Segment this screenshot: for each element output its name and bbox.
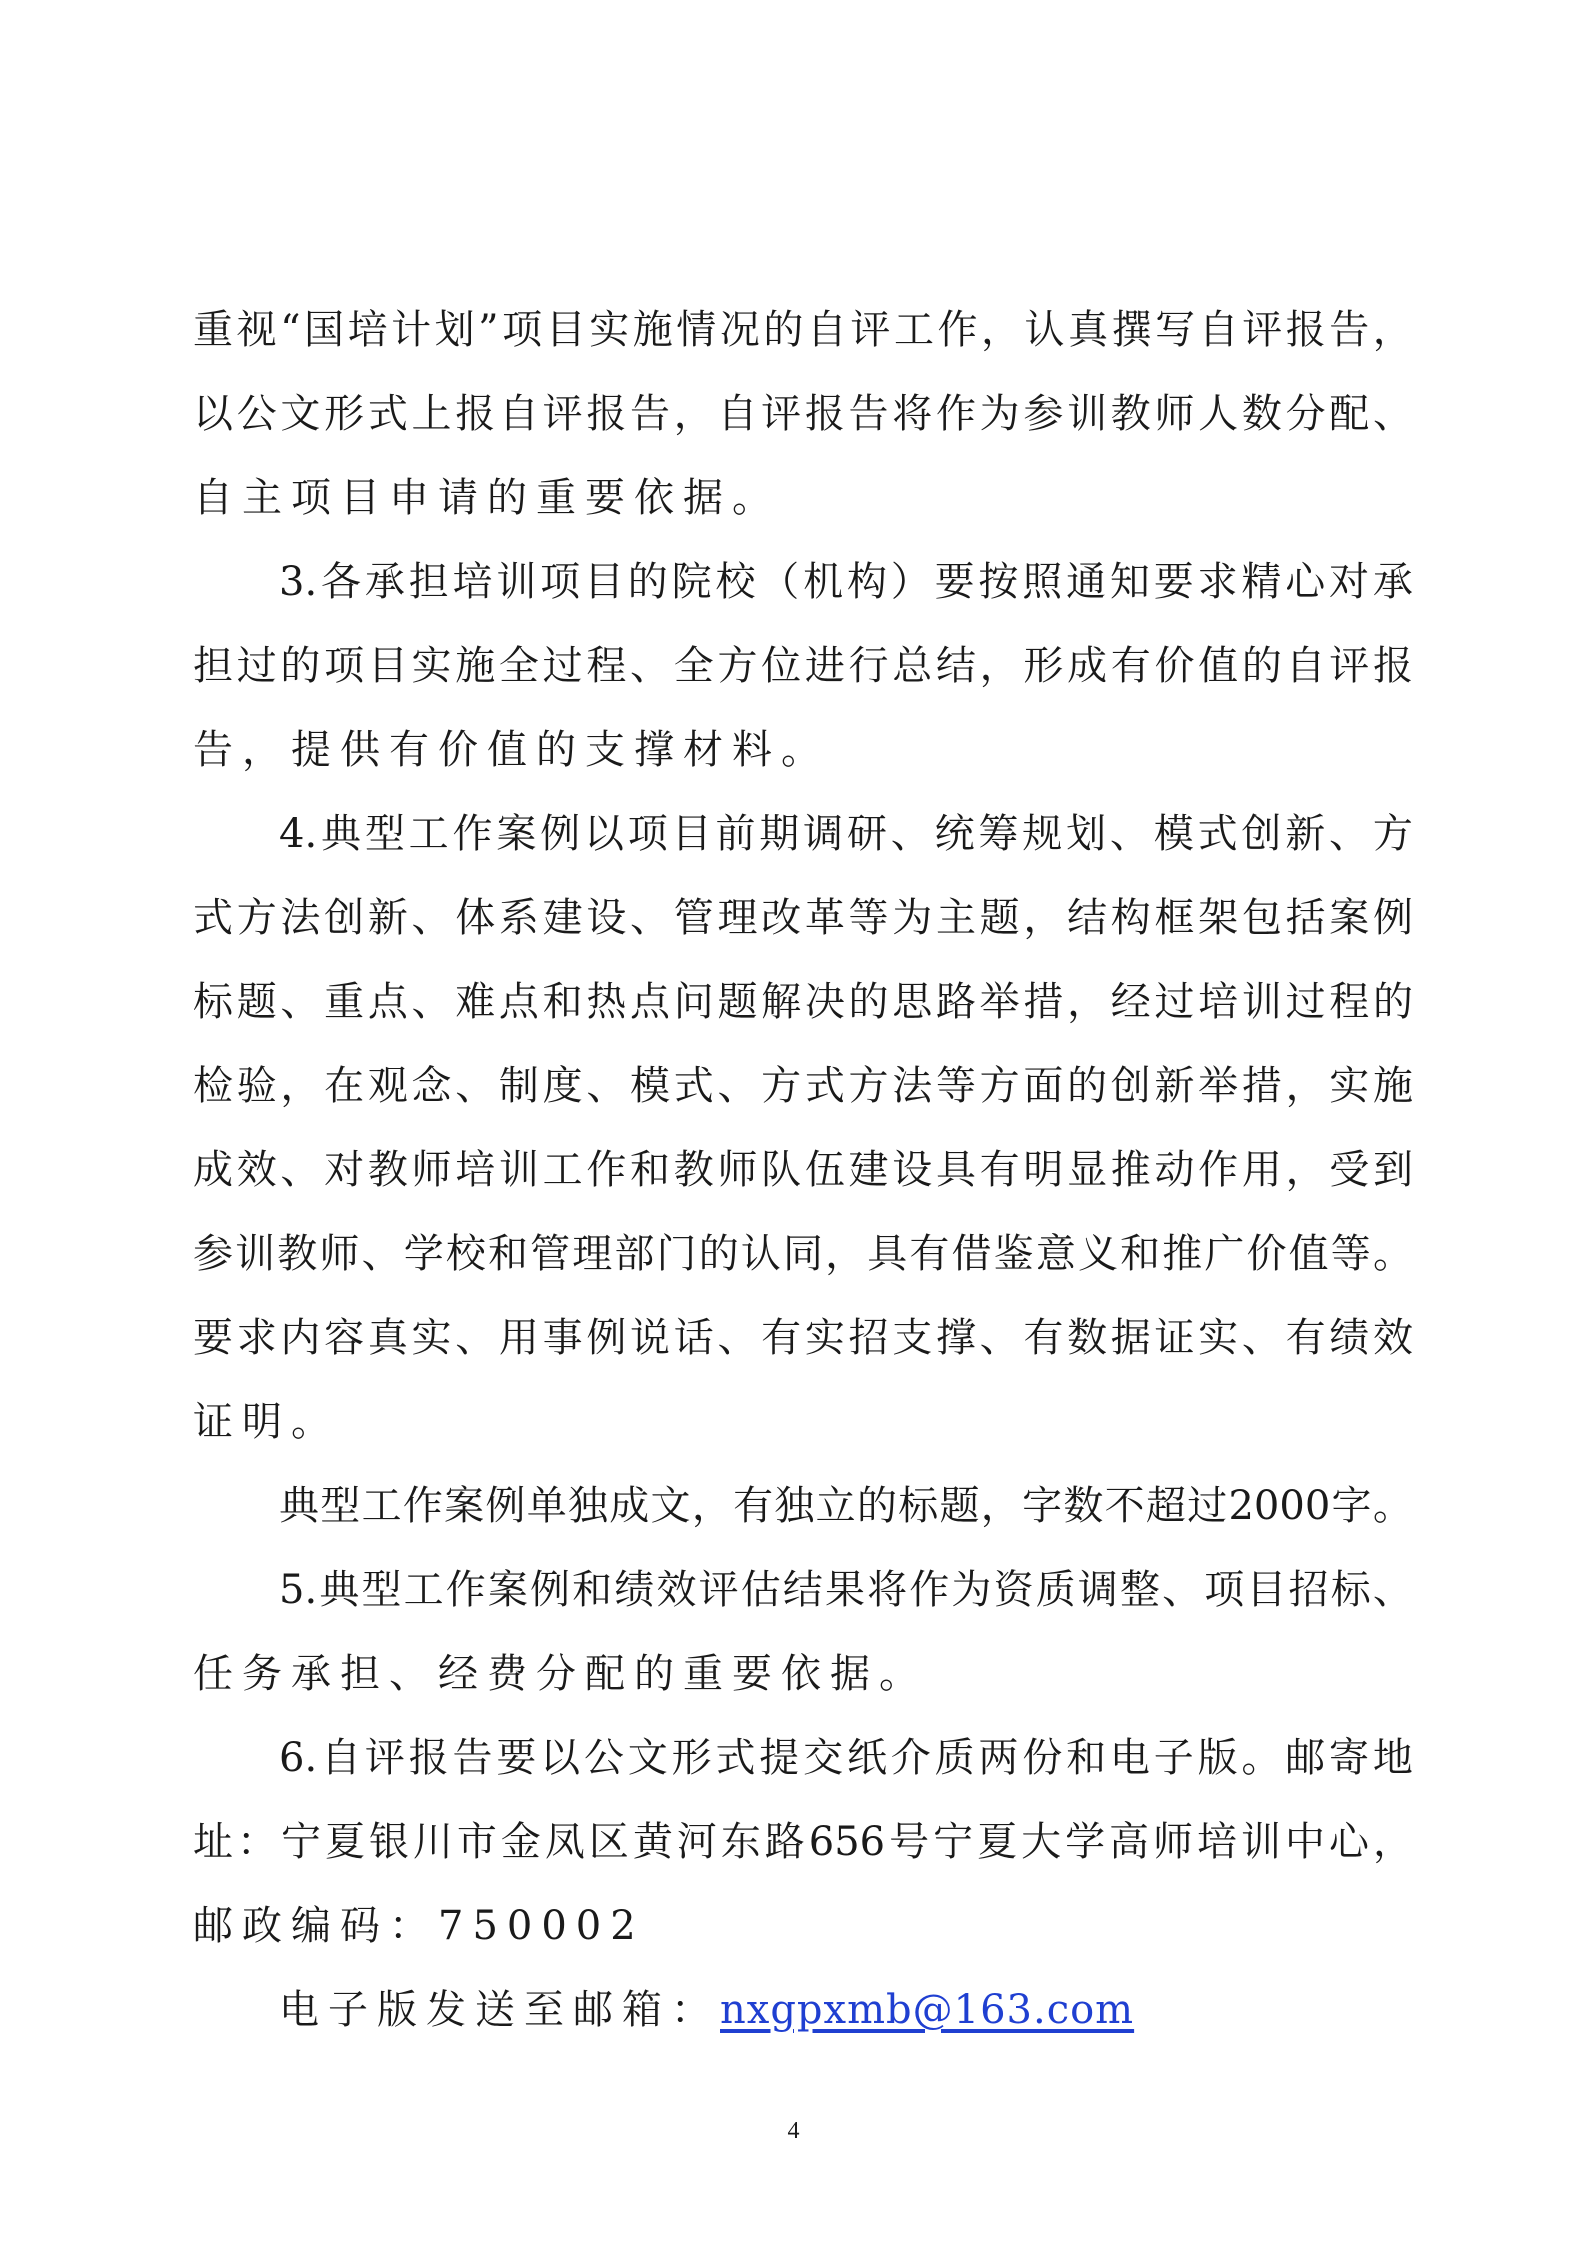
paragraph-line: 6. 自 评 报 告 要 以 公 文 形 式 提 交 纸 介 质 两 份 和 电 子 版 。 邮 寄 地 bbox=[279, 1735, 1413, 1781]
body-text bbox=[193, 288, 1413, 2052]
paragraph-line: 重 视 “ 国 培 计 划 ” 项 目 实 施 情 况 的 自 评 工 作 ， 认 真 撰 写 自 评 报 告 ， bbox=[193, 307, 1413, 353]
paragraph-line: 担 过 的 项 目 实 施 全 过 程 、 全 方 位 进 行 总 结 ， 形 成 有 价 值 的 自 评 报 bbox=[193, 643, 1413, 689]
email-label: 电子版发送至邮箱： bbox=[279, 1987, 720, 2033]
paragraph-line: 告，提供有价值的支撑材料。 bbox=[193, 727, 830, 773]
email-line bbox=[193, 1968, 1413, 2052]
paragraph-line: 址 ： 宁 夏 银 川 市 金 凤 区 黄 河 东 路 656 号 宁 夏 大 学 高 师 培 训 中 心 ， bbox=[193, 1819, 1413, 1865]
paragraph-line: 邮政编码：750002 bbox=[193, 1903, 645, 1949]
paragraph-line: 以 公 文 形 式 上 报 自 评 报 告 ， 自 评 报 告 将 作 为 参 训 教 师 人 数 分 配 、 bbox=[193, 391, 1413, 437]
paragraph-line: 自主项目申请的重要依据。 bbox=[193, 475, 781, 521]
paragraph-line: 检 验 ， 在 观 念 、 制 度 、 模 式 、 方 式 方 法 等 方 面 的 创 新 举 措 ， 实 施 bbox=[193, 1063, 1413, 1109]
paragraph-line: 任务承担、经费分配的重要依据。 bbox=[193, 1651, 928, 1697]
paragraph-line: 3. 各 承 担 培 训 项 目 的 院 校 （ 机 构 ） 要 按 照 通 知 要 求 精 心 对 承 bbox=[279, 559, 1413, 605]
paragraph-line: 成 效 、 对 教 师 培 训 工 作 和 教 师 队 伍 建 设 具 有 明 显 推 动 作 用 ， 受 到 bbox=[193, 1147, 1413, 1193]
paragraph-line: 参 训 教 师 、 学 校 和 管 理 部 门 的 认 同 ， 具 有 借 鉴 意 义 和 推 广 价 值 等 。 bbox=[193, 1231, 1413, 1277]
paragraph-line: 5. 典 型 工 作 案 例 和 绩 效 评 估 结 果 将 作 为 资 质 调 整 、 项 目 招 标 、 bbox=[279, 1567, 1413, 1613]
page-number: 4 bbox=[787, 2118, 800, 2144]
paragraph-line: 标 题 、 重 点 、 难 点 和 热 点 问 题 解 决 的 思 路 举 措 ， 经 过 培 训 过 程 的 bbox=[193, 979, 1413, 1025]
email-link[interactable]: nxgpxmb@163.com bbox=[720, 1987, 1135, 2033]
paragraph-line: 4. 典 型 工 作 案 例 以 项 目 前 期 调 研 、 统 筹 规 划 、 模 式 创 新 、 方 bbox=[279, 811, 1413, 857]
paragraph-line: 典 型 工 作 案 例 单 独 成 文 ， 有 独 立 的 标 题 ， 字 数 不 超 过 2000 字 。 bbox=[279, 1483, 1413, 1529]
paragraph-line: 要 求 内 容 真 实 、 用 事 例 说 话 、 有 实 招 支 撑 、 有 数 据 证 实 、 有 绩 效 bbox=[193, 1315, 1413, 1361]
paragraph-line: 式 方 法 创 新 、 体 系 建 设 、 管 理 改 革 等 为 主 题 ， 结 构 框 架 包 括 案 例 bbox=[193, 895, 1413, 941]
paragraph-line: 证明。 bbox=[193, 1399, 340, 1445]
